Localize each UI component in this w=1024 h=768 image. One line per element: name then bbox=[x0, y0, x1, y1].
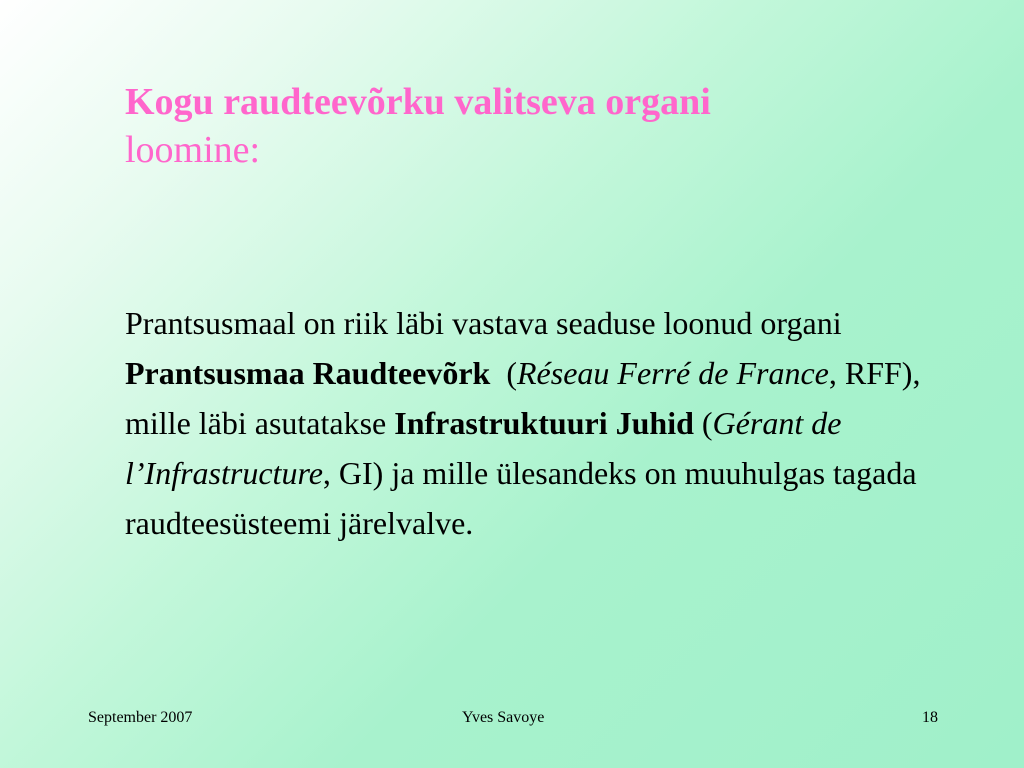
title-normal-line: loomine: bbox=[125, 129, 261, 171]
footer-page-number: 18 bbox=[922, 709, 938, 726]
body-bold-rff: Prantsusmaa Raudteevõrk bbox=[125, 355, 491, 391]
body-text-5: , GI) ja mille ülesandeks on muuhulgas tagada raudteesüsteemi järelvalve. bbox=[125, 455, 917, 541]
title-bold-line: Kogu raudteevõrku valitseva organi bbox=[125, 81, 711, 123]
body-text-3: , RFF), mille läbi asutatakse bbox=[125, 355, 921, 441]
body-text-2: ( bbox=[490, 355, 517, 391]
slide-title bbox=[125, 78, 885, 174]
body-text-4: ( bbox=[693, 405, 713, 441]
footer-author: Yves Savoye bbox=[462, 709, 545, 726]
body-italic-rff: Réseau Ferré de France bbox=[516, 355, 829, 391]
body-italic-gi: Gérant de l’Infrastructure bbox=[125, 405, 842, 491]
body-text-1: Prantsusmaal on riik läbi vastava seaduse loonud organi bbox=[125, 305, 842, 341]
body-bold-gi: Infrastruktuuri Juhid bbox=[394, 405, 694, 441]
body-paragraph bbox=[125, 298, 925, 548]
footer-date: September 2007 bbox=[88, 709, 193, 726]
